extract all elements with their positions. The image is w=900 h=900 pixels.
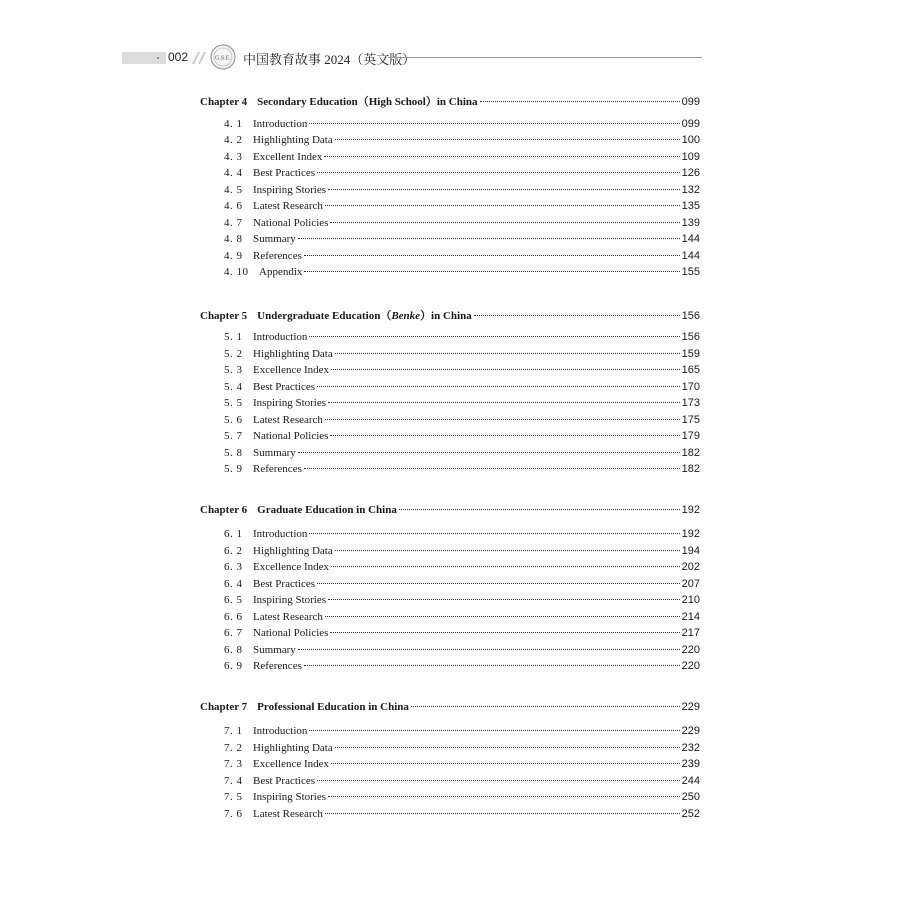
dot-leader (304, 665, 680, 666)
section-title: Summary (253, 233, 296, 245)
section-number: 4. 7 (224, 216, 243, 229)
toc-chapter (200, 504, 700, 677)
section-title: Highlighting Data (253, 134, 333, 146)
section-title: Introduction (253, 331, 308, 343)
dot-leader (317, 780, 680, 781)
section-number: 6. 9 (224, 660, 243, 672)
dot-leader (309, 533, 679, 534)
dot-leader (298, 452, 680, 453)
section-title: Latest Research (253, 413, 323, 426)
chapter-label: Chapter 5 (200, 309, 248, 322)
logo-text: G.S.E. (215, 55, 231, 62)
dot-leader (304, 271, 679, 272)
toc-section-entry[interactable] (200, 430, 700, 447)
section-number: 6. 8 (224, 643, 243, 656)
section-number: 5. 2 (224, 347, 243, 360)
dot-leader (330, 222, 679, 223)
running-header (122, 44, 702, 72)
section-title: National Policies (253, 430, 329, 442)
toc-section-entry[interactable] (200, 397, 700, 414)
section-title: Excellence Index (253, 561, 330, 573)
header-dot (157, 57, 159, 59)
section-page-number: 210 (681, 594, 700, 606)
toc-section-entry[interactable] (200, 644, 700, 661)
chapter-label: Chapter 7 (200, 700, 248, 713)
section-number: 6. 2 (224, 544, 243, 557)
toc-section-entry[interactable] (200, 660, 700, 677)
chapter-title-part: Graduate Education in China (257, 503, 397, 516)
toc-section-entry[interactable] (200, 791, 700, 808)
dot-leader (325, 419, 680, 420)
section-page-number: 165 (681, 364, 700, 376)
section-title: Inspiring Stories (253, 791, 327, 803)
toc-section-entry[interactable] (200, 758, 700, 775)
section-number: 7. 2 (224, 741, 243, 754)
section-page-number: 244 (681, 774, 700, 787)
section-page-number: 170 (681, 380, 700, 393)
toc-section-entry[interactable] (200, 250, 700, 267)
toc-section-entry[interactable] (200, 118, 700, 135)
dot-leader (304, 468, 680, 469)
section-number: 5. 4 (224, 380, 243, 393)
section-number: 5. 3 (224, 364, 243, 376)
section-number: 7. 3 (224, 758, 243, 770)
dot-leader (309, 336, 679, 337)
section-title: Best Practices (253, 774, 316, 787)
section-page-number: 239 (681, 758, 700, 770)
chapter-page-number: 192 (681, 503, 700, 516)
section-number: 6. 7 (224, 627, 243, 639)
section-page-number: 229 (681, 725, 700, 737)
section-number: 5. 6 (224, 413, 243, 426)
chapter-label: Chapter 6 (200, 503, 248, 516)
toc-section-entry[interactable] (200, 561, 700, 578)
toc-section-entry[interactable] (200, 742, 700, 759)
section-title: Inspiring Stories (253, 594, 327, 606)
dot-leader (317, 583, 680, 584)
toc-section-entry[interactable] (200, 134, 700, 151)
section-page-number: 214 (681, 610, 700, 623)
section-page-number: 232 (681, 741, 700, 754)
toc-section-entry[interactable] (200, 167, 700, 184)
toc-section-entry[interactable] (200, 611, 700, 628)
dot-leader (309, 730, 679, 731)
section-number: 7. 1 (224, 725, 243, 737)
section-page-number: 132 (681, 183, 700, 196)
toc-section-entry[interactable] (200, 200, 700, 217)
dot-leader (335, 139, 680, 140)
chapter-title-part: Secondary Education（High School）in China (257, 96, 478, 108)
dot-leader (474, 315, 680, 316)
section-title: Best Practices (253, 380, 316, 393)
section-title: Introduction (253, 117, 308, 130)
section-number: 4. 2 (224, 134, 243, 146)
section-number: 7. 6 (224, 807, 243, 820)
section-title: Excellent Index (253, 150, 323, 163)
toc-section-entry[interactable] (200, 627, 700, 644)
section-number: 4. 5 (224, 183, 243, 196)
section-number: 6. 3 (224, 561, 243, 573)
section-page-number: 192 (681, 528, 700, 540)
section-title: Highlighting Data (253, 544, 333, 557)
toc-section-entry[interactable] (200, 528, 700, 545)
chapter-title (257, 504, 397, 516)
section-title: Excellence Index (253, 364, 330, 376)
section-title: Latest Research (253, 610, 323, 623)
dot-leader (331, 566, 680, 567)
section-title: Inspiring Stories (253, 397, 327, 409)
section-title: Best Practices (253, 577, 316, 590)
chapter-title-part: Professional Education in China (257, 700, 409, 713)
chapter-title-part: ）in China (420, 309, 472, 322)
section-title: National Policies (253, 627, 329, 639)
chapter-title (257, 307, 472, 323)
section-page-number: 182 (681, 446, 700, 459)
toc-section-entry[interactable] (200, 217, 700, 234)
section-page-number: 202 (681, 561, 700, 573)
section-number: 5. 8 (224, 446, 243, 459)
dot-leader (328, 402, 680, 403)
dot-leader (328, 189, 680, 190)
dot-leader (325, 813, 680, 814)
dot-leader (309, 123, 679, 124)
section-title: Summary (253, 446, 296, 459)
section-number: 4. 9 (224, 249, 243, 262)
section-number: 6. 6 (224, 610, 243, 623)
section-page-number: 182 (681, 463, 700, 475)
toc-section-entry[interactable] (200, 381, 700, 398)
toc-section-entry[interactable] (200, 266, 700, 283)
toc-chapter-entry[interactable] (200, 93, 700, 110)
section-title: Highlighting Data (253, 741, 333, 754)
section-number: 7. 4 (224, 774, 243, 787)
dot-leader (328, 796, 680, 797)
section-page-number: 175 (681, 413, 700, 426)
section-page-number: 109 (681, 150, 700, 163)
table-of-contents (200, 93, 700, 848)
dot-leader (480, 101, 680, 102)
section-page-number: 173 (681, 397, 700, 409)
section-number: 6. 4 (224, 577, 243, 590)
section-page-number: 207 (681, 577, 700, 590)
page-number: 002 (168, 50, 189, 64)
toc-section-entry[interactable] (200, 151, 700, 168)
section-number: 5. 5 (224, 397, 243, 409)
section-page-number: 144 (681, 249, 700, 262)
toc-section-entry[interactable] (200, 331, 700, 348)
section-page-number: 099 (681, 117, 700, 130)
dot-leader (324, 156, 679, 157)
chapter-title (257, 93, 477, 109)
section-title: Best Practices (253, 167, 316, 179)
dot-leader (325, 616, 680, 617)
section-page-number: 144 (681, 233, 700, 245)
toc-section-entry[interactable] (200, 463, 700, 480)
section-page-number: 194 (681, 544, 700, 557)
dot-leader (317, 386, 680, 387)
dot-leader (411, 706, 680, 707)
section-number: 4. 4 (224, 167, 243, 179)
section-title: Introduction (253, 725, 308, 737)
section-number: 4. 3 (224, 150, 243, 163)
section-title: Latest Research (253, 200, 323, 212)
dot-leader (330, 632, 679, 633)
section-title: References (253, 660, 302, 672)
dot-leader (335, 747, 680, 748)
dot-leader (298, 649, 680, 650)
section-number: 5. 7 (224, 430, 243, 442)
dot-leader (304, 255, 680, 256)
toc-section-entry[interactable] (200, 725, 700, 742)
section-title: References (253, 463, 302, 475)
toc-chapter (200, 701, 700, 825)
chapter-label: Chapter 4 (200, 96, 248, 108)
toc-section-entry[interactable] (200, 545, 700, 562)
section-title: Latest Research (253, 807, 323, 820)
dot-leader (298, 238, 680, 239)
dot-leader (330, 435, 679, 436)
toc-chapter-entry[interactable] (200, 701, 700, 718)
section-number: 5. 9 (224, 463, 243, 475)
section-title: References (253, 249, 302, 262)
section-page-number: 220 (681, 643, 700, 656)
section-title: Highlighting Data (253, 347, 333, 360)
section-title: National Policies (253, 216, 329, 229)
chapter-title-part: Benke (391, 309, 421, 322)
toc-chapter-entry[interactable] (200, 504, 700, 521)
toc-section-entry[interactable] (200, 775, 700, 792)
chapter-page-number: 099 (681, 96, 700, 108)
toc-chapter (200, 307, 700, 480)
section-title: Excellence Index (253, 758, 330, 770)
section-page-number: 126 (681, 167, 700, 179)
chapter-title (257, 701, 409, 713)
section-number: 6. 5 (224, 594, 243, 606)
section-page-number: 250 (681, 791, 700, 803)
section-page-number: 155 (681, 266, 700, 278)
section-page-number: 179 (681, 430, 700, 442)
section-number: 6. 1 (224, 528, 243, 540)
section-title: Summary (253, 643, 296, 656)
toc-section-entry[interactable] (200, 447, 700, 464)
section-page-number: 139 (681, 216, 700, 229)
toc-chapter (200, 93, 700, 283)
section-page-number: 159 (681, 347, 700, 360)
toc-section-entry[interactable] (200, 414, 700, 431)
diagonal-stripes-icon (192, 52, 206, 64)
dot-leader (331, 369, 680, 370)
chapter-page-number: 229 (681, 700, 700, 713)
toc-section-entry[interactable] (200, 348, 700, 365)
chapter-page-number: 156 (681, 309, 700, 322)
section-number: 4. 1 (224, 117, 243, 130)
dot-leader (335, 353, 680, 354)
dot-leader (399, 509, 680, 510)
section-page-number: 220 (681, 660, 700, 672)
dot-leader (325, 205, 680, 206)
dot-leader (328, 599, 680, 600)
section-page-number: 217 (681, 627, 700, 639)
toc-section-entry[interactable] (200, 578, 700, 595)
section-title: Inspiring Stories (253, 183, 327, 196)
dot-leader (335, 550, 680, 551)
toc-section-entry[interactable] (200, 364, 700, 381)
section-title: Introduction (253, 528, 308, 540)
section-page-number: 135 (681, 200, 700, 212)
section-number: 7. 5 (224, 791, 243, 803)
section-number: 4. 6 (224, 200, 243, 212)
section-page-number: 252 (681, 807, 700, 820)
section-number: 5. 1 (224, 331, 243, 343)
toc-section-entry[interactable] (200, 594, 700, 611)
toc-section-entry[interactable] (200, 808, 700, 825)
dot-leader (317, 172, 680, 173)
toc-section-entry[interactable] (200, 233, 700, 250)
dot-leader (331, 763, 680, 764)
section-page-number: 156 (681, 331, 700, 343)
section-number: 4. 8 (224, 233, 243, 245)
section-number: 4. 10 (224, 266, 249, 278)
chapter-title-part: Undergraduate Education（ (257, 309, 392, 322)
section-page-number: 100 (681, 134, 700, 146)
toc-chapter-entry[interactable] (200, 307, 700, 324)
book-title: 中国教育故事 2024（英文版） (243, 52, 416, 67)
toc-section-entry[interactable] (200, 184, 700, 201)
header-rule (388, 57, 702, 58)
section-title: Appendix (259, 266, 303, 278)
gse-seal-logo-icon (210, 44, 236, 70)
